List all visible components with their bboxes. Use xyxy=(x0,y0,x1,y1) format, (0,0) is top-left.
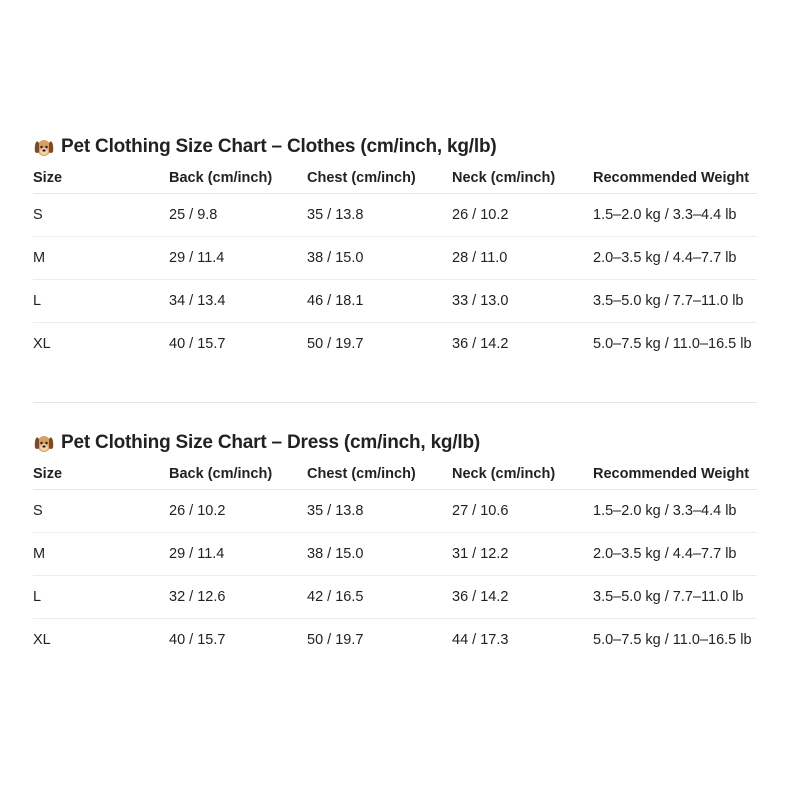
weight-cell: 2.0–3.5 kg / 4.4–7.7 lb xyxy=(593,533,757,576)
size-table xyxy=(33,458,757,661)
size-cell: XL xyxy=(33,632,51,648)
neck-cell: 36 / 14.2 xyxy=(452,576,593,619)
back-cell: 40 / 15.7 xyxy=(169,336,226,352)
size-cell: L xyxy=(33,576,169,619)
size-cell: S xyxy=(33,194,169,237)
column-header-back: Back (cm/inch) xyxy=(169,458,307,490)
table-header-row xyxy=(33,458,757,490)
chest-cell: 35 / 13.8 xyxy=(307,490,452,533)
dog-face-icon xyxy=(33,432,55,454)
weight-cell: 5.0–7.5 kg / 11.0–16.5 lb xyxy=(593,336,752,352)
table-row xyxy=(33,194,757,237)
dog-face-icon xyxy=(33,136,55,158)
table-row xyxy=(33,619,757,662)
section-title xyxy=(33,428,757,458)
size-cell: L xyxy=(33,280,169,323)
weight-cell: 3.5–5.0 kg / 7.7–11.0 lb xyxy=(593,576,757,619)
chest-cell: 38 / 15.0 xyxy=(307,533,452,576)
size-cell: M xyxy=(33,237,169,280)
weight-cell: 3.5–5.0 kg / 7.7–11.0 lb xyxy=(593,280,757,323)
column-header-chest: Chest (cm/inch) xyxy=(307,458,452,490)
table-row xyxy=(33,490,757,533)
column-header-weight: Recommended Weight xyxy=(593,458,757,490)
neck-cell: 36 / 14.2 xyxy=(452,336,509,352)
neck-cell: 27 / 10.6 xyxy=(452,490,593,533)
chest-cell: 50 / 19.7 xyxy=(307,632,364,648)
size-table xyxy=(33,162,757,365)
chest-cell: 50 / 19.7 xyxy=(307,336,364,352)
dress-size-section xyxy=(33,428,757,661)
column-header-neck: Neck (cm/inch) xyxy=(452,458,593,490)
neck-cell: 33 / 13.0 xyxy=(452,280,593,323)
weight-cell: 1.5–2.0 kg / 3.3–4.4 lb xyxy=(593,194,757,237)
section-title-text: Pet Clothing Size Chart – Clothes (cm/inch, kg/lb) xyxy=(61,136,497,157)
section-divider xyxy=(33,402,757,403)
table-row xyxy=(33,533,757,576)
size-cell: S xyxy=(33,490,169,533)
column-header-back: Back (cm/inch) xyxy=(169,162,307,194)
table-row xyxy=(33,576,757,619)
weight-cell: 5.0–7.5 kg / 11.0–16.5 lb xyxy=(593,632,752,648)
chest-cell: 38 / 15.0 xyxy=(307,237,452,280)
back-cell: 25 / 9.8 xyxy=(169,194,307,237)
weight-cell: 2.0–3.5 kg / 4.4–7.7 lb xyxy=(593,237,757,280)
chest-cell: 35 / 13.8 xyxy=(307,194,452,237)
back-cell: 32 / 12.6 xyxy=(169,576,307,619)
table-header-row xyxy=(33,162,757,194)
back-cell: 34 / 13.4 xyxy=(169,280,307,323)
back-cell: 29 / 11.4 xyxy=(169,237,307,280)
column-header-weight: Recommended Weight xyxy=(593,162,757,194)
section-title xyxy=(33,132,757,162)
neck-cell: 31 / 12.2 xyxy=(452,533,593,576)
column-header-size: Size xyxy=(33,162,169,194)
neck-cell: 28 / 11.0 xyxy=(452,237,593,280)
back-cell: 40 / 15.7 xyxy=(169,632,226,648)
column-header-chest: Chest (cm/inch) xyxy=(307,162,452,194)
clothes-size-section xyxy=(33,132,757,365)
column-header-neck: Neck (cm/inch) xyxy=(452,162,593,194)
table-row xyxy=(33,323,757,366)
table-row xyxy=(33,280,757,323)
size-cell: M xyxy=(33,533,169,576)
neck-cell: 44 / 17.3 xyxy=(452,632,509,648)
back-cell: 29 / 11.4 xyxy=(169,533,307,576)
table-row xyxy=(33,237,757,280)
chest-cell: 42 / 16.5 xyxy=(307,576,452,619)
neck-cell: 26 / 10.2 xyxy=(452,194,593,237)
column-header-size: Size xyxy=(33,458,169,490)
back-cell: 26 / 10.2 xyxy=(169,490,307,533)
weight-cell: 1.5–2.0 kg / 3.3–4.4 lb xyxy=(593,490,757,533)
chest-cell: 46 / 18.1 xyxy=(307,280,452,323)
size-cell: XL xyxy=(33,336,51,352)
section-title-text: Pet Clothing Size Chart – Dress (cm/inch, kg/lb) xyxy=(61,432,481,453)
